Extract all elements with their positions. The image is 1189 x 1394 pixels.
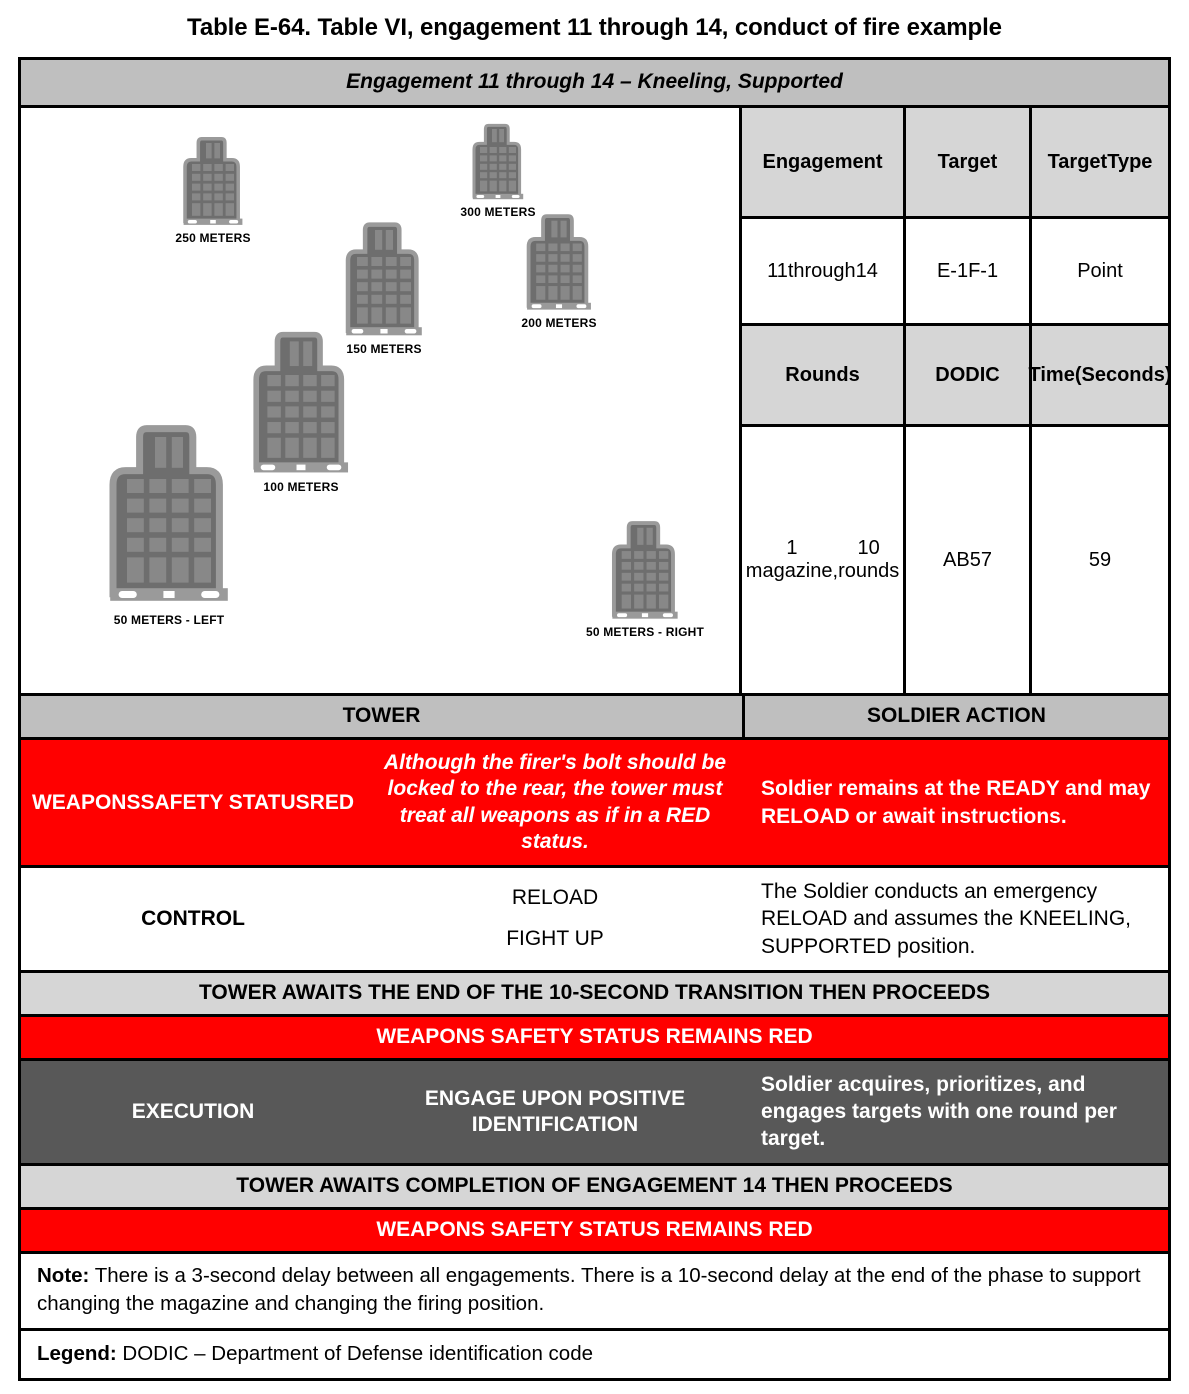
weapons-safety-soldier-text: Soldier remains at the READY and may RELOAD or await instructions. (761, 777, 1151, 828)
spec-header-row-2 (742, 326, 1172, 427)
control-row (21, 868, 1168, 973)
target-150m (339, 221, 429, 356)
target-label-100m: 100 METERS (263, 480, 339, 494)
table-title-band: Engagement 11 through 14 – Kneeling, Supported (21, 60, 1168, 108)
legend-text: DODIC – Department of Defense identification code (116, 1342, 594, 1366)
target-label-250m: 250 METERS (175, 231, 251, 245)
legend-row (21, 1331, 1168, 1378)
control-command-reload: RELOAD (511, 886, 599, 910)
target-silhouette-icon (606, 520, 684, 621)
spec-value-engagement: 11 through 14 (742, 219, 906, 323)
band-weapons-safety-remains-red-1: WEAPONS SAFETY STATUS REMAINS RED (21, 1017, 1168, 1061)
note-text: There is a 3-second delay between all engagements. There is a 10-second delay at the end of the phase to support changing the magazine and changing the firing position. (37, 1263, 1141, 1316)
engagement-table (18, 57, 1171, 1381)
execution-soldier-text: Soldier acquires, prioritizes, and engages targets with one round per target. (761, 1072, 1117, 1151)
target-range-diagram (21, 108, 742, 693)
band-weapons-safety-remains-red-2: WEAPONS SAFETY STATUS REMAINS RED (21, 1210, 1168, 1254)
target-label-300m: 300 METERS (460, 205, 536, 219)
target-50m-left (99, 423, 239, 627)
legend-prefix: Legend: (37, 1342, 117, 1366)
soldier-action-header: SOLDIER ACTION (867, 704, 1046, 727)
spec-value-row-2 (742, 427, 1168, 693)
target-silhouette-icon (245, 330, 357, 476)
weapons-safety-status-red-row (21, 740, 1168, 868)
target-300m (460, 123, 536, 219)
band-tower-awaits-transition: TOWER AWAITS THE END OF THE 10-SECOND TRANSITION THEN PROCEEDS (21, 973, 1168, 1017)
spec-value-row-1 (742, 219, 1168, 326)
target-silhouette-icon (99, 423, 239, 605)
note-prefix: Note: (37, 1263, 90, 1287)
target-silhouette-icon (468, 123, 528, 201)
spec-value-target-type: Point (1077, 259, 1123, 282)
spec-header-time: Time (Seconds) (1032, 326, 1168, 424)
spec-value-rounds: 1 magazine, 10 rounds (742, 427, 906, 693)
target-label-50m-left: 50 METERS - LEFT (113, 613, 225, 627)
target-label-50m-right: 50 METERS - RIGHT (585, 625, 705, 639)
target-100m (245, 330, 357, 494)
spec-header-target: Target (906, 108, 1032, 216)
engagement-spec-table (742, 108, 1172, 693)
spec-header-dodic: DODIC (906, 326, 1032, 424)
execution-tower-text: ENGAGE UPON POSITIVE IDENTIFICATION (424, 1086, 686, 1136)
control-tower-commands (365, 868, 745, 970)
diagram-and-spec-row (21, 108, 1172, 696)
target-50m-right (585, 520, 705, 639)
control-label: CONTROL (141, 907, 245, 931)
execution-label: EXECUTION (131, 1100, 255, 1124)
weapons-safety-tower-text: Although the firer's bolt should be locked to the rear, the tower must treat all weapons as if in a RED status. (383, 751, 727, 853)
control-soldier-text: The Soldier conducts an emergency RELOAD and assumes the KNEELING, SUPPORTED position. (761, 880, 1131, 958)
target-200m (521, 213, 597, 330)
target-label-200m: 200 METERS (521, 316, 597, 330)
note-row (21, 1254, 1168, 1332)
control-command-fight-up: FIGHT UP (506, 927, 604, 951)
table-caption: Table E-64. Table VI, engagement 11 through 14, conduct of fire example (187, 14, 1002, 41)
spec-header-row-1 (742, 108, 1168, 219)
spec-value-target: E-1 F-1 (906, 219, 1032, 323)
tower-soldier-header-row (21, 696, 1168, 740)
target-250m (175, 136, 251, 245)
weapons-safety-status-label: WEAPONS SAFETY STATUS RED (31, 790, 355, 814)
target-silhouette-icon (521, 213, 597, 312)
spec-header-rounds: Rounds (742, 326, 906, 424)
band-tower-awaits-completion: TOWER AWAITS COMPLETION OF ENGAGEMENT 14 THEN PROCEEDS (21, 1166, 1168, 1210)
execution-row (21, 1061, 1168, 1166)
target-silhouette-icon (339, 221, 429, 338)
spec-value-time: 59 (1088, 548, 1112, 571)
target-silhouette-icon (178, 136, 248, 227)
spec-value-dodic: AB57 (906, 427, 1032, 693)
spec-header-target-type: Target Type (1032, 108, 1168, 216)
tower-header: TOWER (21, 696, 745, 737)
target-label-150m: 150 METERS (346, 342, 422, 356)
spec-header-engagement: Engagement (742, 108, 906, 216)
